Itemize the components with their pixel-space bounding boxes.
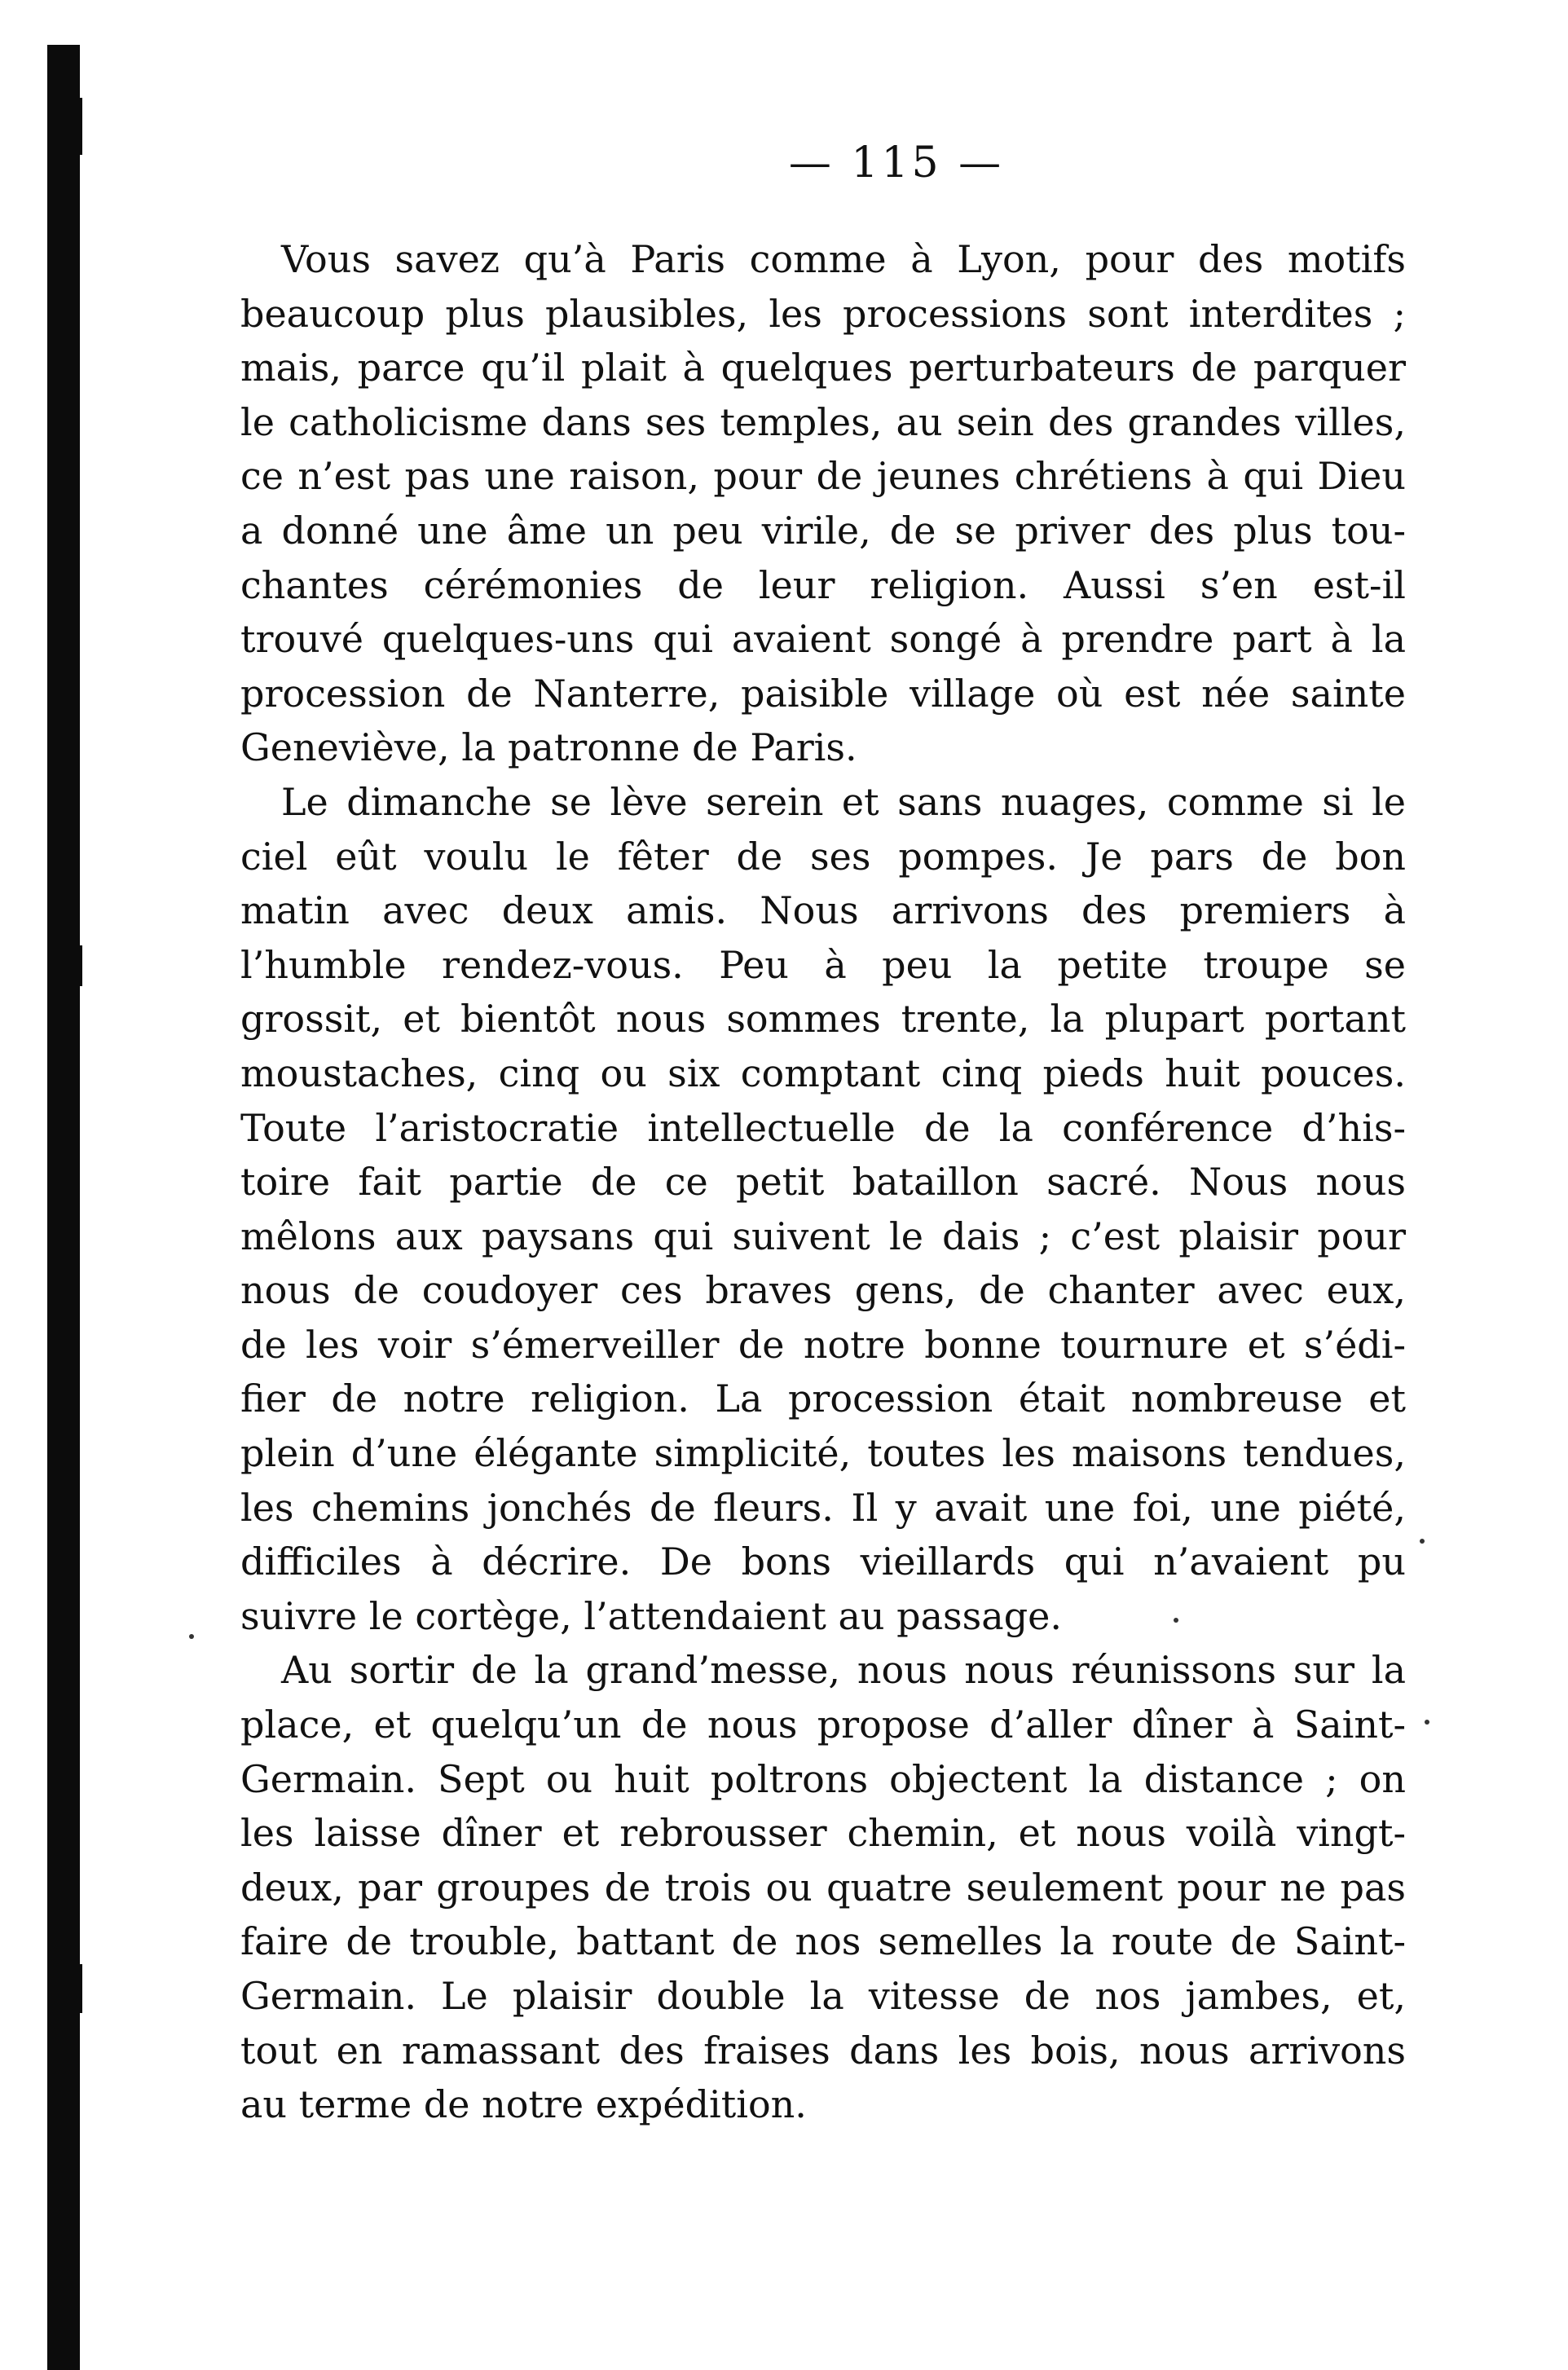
text-line: trouvé quelques-uns qui avaient songé à prendre part à la [240, 617, 1406, 662]
text-line: toire fait partie de ce petit bataillon sacré. Nous nous [240, 1160, 1406, 1205]
text-line: a donné une âme un peu virile, de se priver des plus tou- [240, 508, 1406, 553]
ink-speck [1420, 1539, 1425, 1544]
text-line: Au sortir de la grand’messe, nous nous réunissons sur la [281, 1648, 1406, 1693]
text-line: procession de Nanterre, paisible village où est née sainte [240, 671, 1406, 716]
binding-edge [47, 45, 80, 2370]
ink-speck [189, 1634, 194, 1639]
binding-notch [77, 945, 82, 986]
text-line: beaucoup plus plausibles, les processions sont interdites ; [240, 291, 1406, 336]
ink-speck [1425, 1720, 1429, 1725]
text-line: l’humble rendez-vous. Peu à peu la petite troupe se [240, 942, 1406, 987]
ink-speck [1174, 1618, 1178, 1623]
text-line: mais, parce qu’il plait à quelques perturbateurs de parquer [240, 346, 1406, 390]
text-line: le catholicisme dans ses temples, au sein des grandes villes, [240, 399, 1406, 444]
text-line: au terme de notre expédition. [240, 2082, 807, 2127]
text-line: fier de notre religion. La procession était nombreuse et [240, 1377, 1406, 1421]
page-number: — 115 — [788, 139, 1005, 187]
text-line: suivre le cortège, l’attendaient au passage. [240, 1593, 1062, 1638]
text-line: ciel eût voulu le fêter de ses pompes. Je pars de bon [240, 834, 1406, 879]
binding-notch [77, 1964, 82, 2013]
text-line: deux, par groupes de trois ou quatre seulement pour ne pas [240, 1865, 1406, 1910]
text-line: les chemins jonchés de fleurs. Il y avait une foi, une piété, [240, 1485, 1406, 1530]
text-line: de les voir s’émerveiller de notre bonne tournure et s’édi- [240, 1322, 1406, 1367]
paragraph [240, 232, 1406, 775]
text-line: grossit, et bientôt nous sommes trente, la plupart portant [240, 997, 1406, 1042]
text-line: Le dimanche se lève serein et sans nuages, comme si le [281, 779, 1406, 824]
text-line: difficiles à décrire. De bons vieillards qui n’avaient pu [240, 1540, 1406, 1584]
text-line: moustaches, cinq ou six comptant cinq pieds huit pouces. [240, 1051, 1406, 1095]
text-line: mêlons aux paysans qui suivent le dais ; c’est plaisir pour [240, 1214, 1406, 1258]
text-line: ce n’est pas une raison, pour de jeunes chrétiens à qui Dieu [240, 454, 1406, 499]
text-line: faire de trouble, battant de nos semelles la route de Saint- [240, 1919, 1406, 1964]
body-text [240, 232, 1406, 2132]
paragraph [240, 1643, 1406, 2131]
text-line: Toute l’aristocratie intellectuelle de la conférence d’his- [240, 1105, 1406, 1150]
text-line: les laisse dîner et rebrousser chemin, et nous voilà vingt- [240, 1811, 1406, 1856]
text-line: Geneviève, la patronne de Paris. [240, 725, 857, 770]
text-line: chantes cérémonies de leur religion. Aussi s’en est-il [240, 562, 1406, 607]
text-line: matin avec deux amis. Nous arrivons des premiers à [240, 888, 1406, 933]
text-line: place, et quelqu’un de nous propose d’aller dîner à Saint- [240, 1703, 1406, 1747]
text-line: plein d’une élégante simplicité, toutes les maisons tendues, [240, 1431, 1406, 1476]
text-line: Germain. Sept ou huit poltrons objectent la distance ; on [240, 1756, 1406, 1801]
text-line: Germain. Le plaisir double la vitesse de nos jambes, et, [240, 1974, 1406, 2018]
text-line: nous de coudoyer ces braves gens, de chanter avec eux, [240, 1268, 1406, 1313]
text-line: tout en ramassant des fraises dans les bois, nous arrivons [240, 2028, 1406, 2073]
text-line: Vous savez qu’à Paris comme à Lyon, pour des motifs [281, 237, 1406, 281]
paragraph [240, 775, 1406, 1644]
